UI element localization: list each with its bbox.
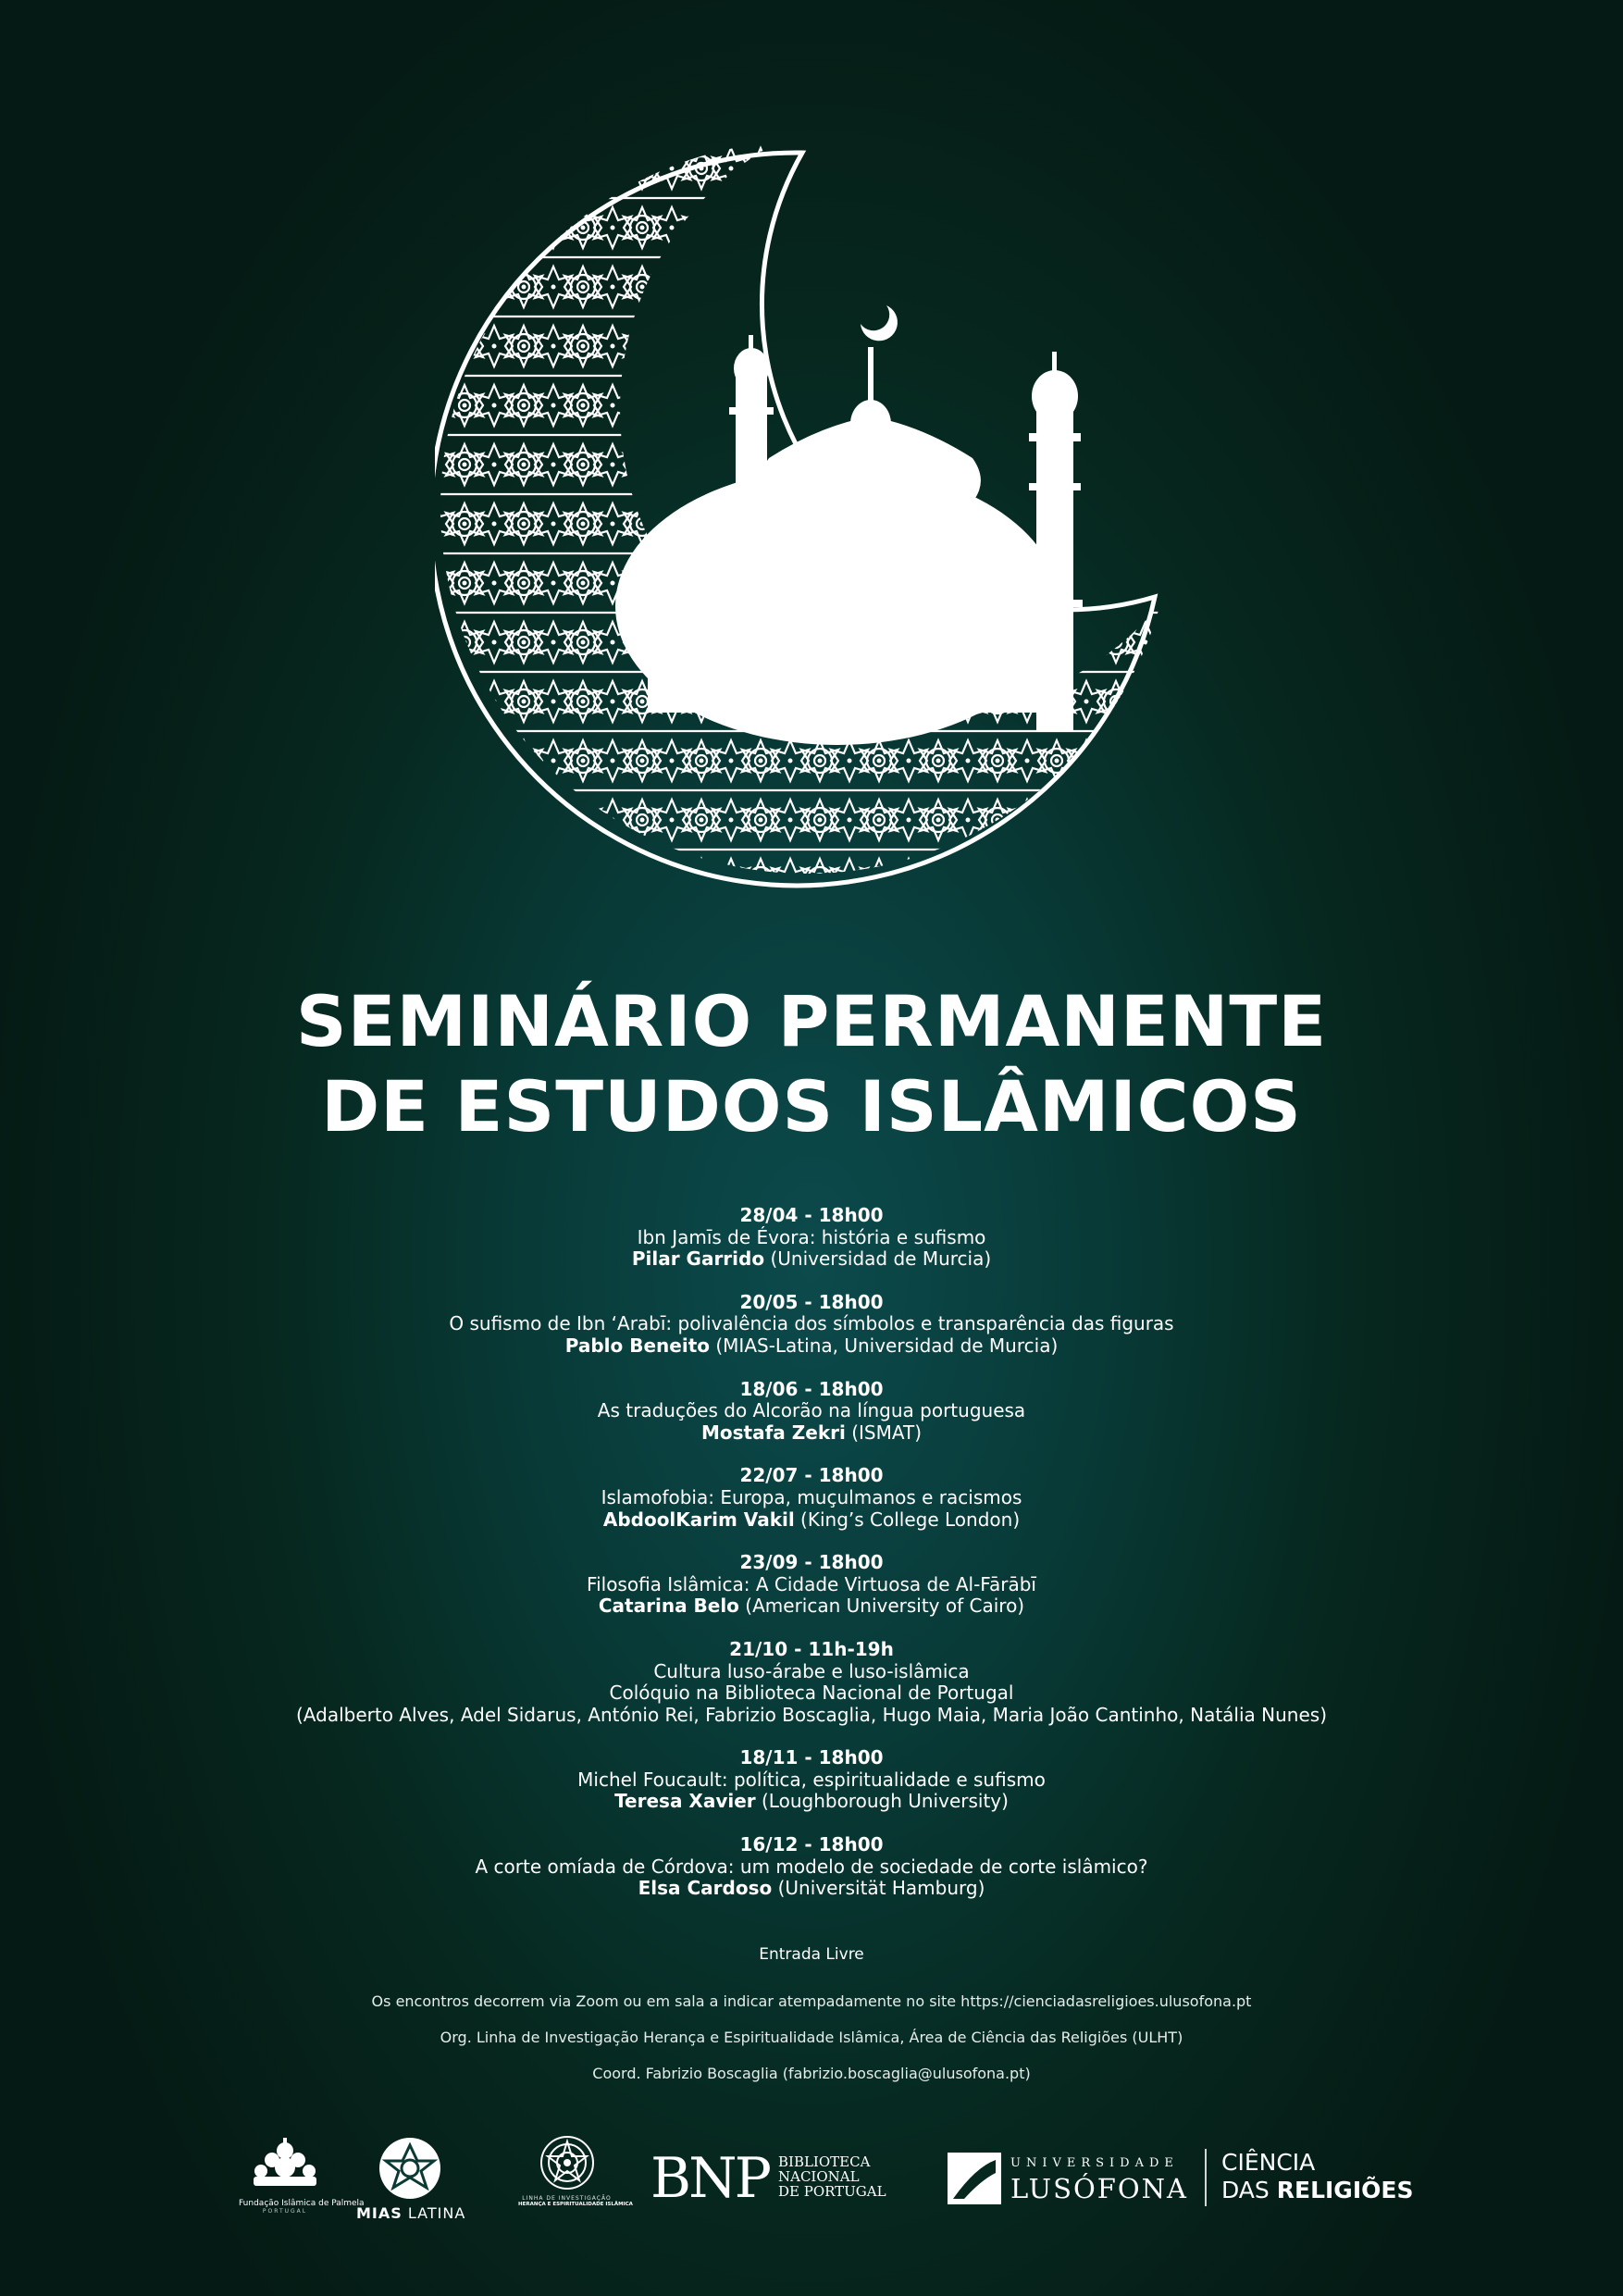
event-item <box>0 1747 1623 1813</box>
bnp-line1: BIBLIOTECA <box>778 2153 871 2170</box>
palmela-country: PORTUGAL <box>262 2208 308 2215</box>
event-topic: Ibn Jamīs de Évora: história e sufismo <box>637 1225 986 1248</box>
venue-info: Os encontros decorrem via Zoom ou em sala a indicar atempadamente no site https://cienciadasreligioes.ulusofona.pt <box>371 1992 1252 2010</box>
palmela-name: Fundação Islâmica de Palmela <box>239 2199 365 2208</box>
ciencia-religioes-logo <box>1221 2149 1414 2208</box>
crescent-mosque-emblem <box>435 139 1175 898</box>
page-title-line2: DE ESTUDOS ISLÂMICOS <box>321 1065 1302 1148</box>
bnp-line3: DE PORTUGAL <box>778 2183 886 2200</box>
mias-bold: MIAS <box>356 2204 403 2222</box>
organizer-info: Org. Linha de Investigação Herança e Espiritualidade Islâmica, Área de Ciência das Religiões (ULHT) <box>440 2029 1183 2046</box>
event-date: 28/04 - 18h00 <box>739 1204 884 1226</box>
ciencia-line2b: RELIGIÕES <box>1276 2177 1414 2203</box>
event-speaker: Catarina Belo <box>598 1595 739 1618</box>
event-item <box>0 1639 1623 1726</box>
event-topic-secondary: Colóquio na Biblioteca Nacional de Portugal <box>609 1682 1014 1705</box>
event-topic: A corte omíada de Córdova: um modelo de sociedade de corte islâmico? <box>475 1855 1148 1878</box>
event-date: 21/10 - 11h-19h <box>729 1637 894 1660</box>
bnp-logo <box>650 2146 900 2223</box>
event-program <box>0 1205 1623 1921</box>
coordinator-info: Coord. Fabrizio Boscaglia (fabrizio.boscaglia@ulusofona.pt) <box>592 2065 1031 2082</box>
event-topic: O sufismo de Ibn ‘Arabī: polivalência dos símbolos e transparência das figuras <box>449 1312 1174 1335</box>
event-date: 16/12 - 18h00 <box>739 1833 884 1856</box>
lusofona-logo <box>948 2153 1188 2208</box>
event-affiliation: (Loughborough University) <box>755 1790 1009 1813</box>
event-affiliation: (American University of Cairo) <box>738 1595 1025 1618</box>
event-speaker: Mostafa Zekri <box>700 1421 846 1444</box>
event-affiliation: (Universität Hamburg) <box>772 1877 985 1900</box>
event-item <box>0 1379 1623 1445</box>
mandala-icon <box>535 2134 600 2191</box>
palmela-emblem-icon <box>239 2136 331 2193</box>
event-speaker: Pablo Beneito <box>564 1334 710 1357</box>
ciencia-line2a: DAS <box>1221 2177 1277 2203</box>
lusofona-line2: LUSÓFONA <box>1010 2173 1188 2204</box>
ciencia-line1: CIÊNCIA <box>1221 2149 1316 2176</box>
bnp-line2: NACIONAL <box>778 2168 860 2185</box>
event-speaker: Elsa Cardoso <box>638 1877 773 1900</box>
mias-light: LATINA <box>402 2204 466 2222</box>
event-topic: Michel Foucault: política, espiritualidade e sufismo <box>577 1768 1046 1791</box>
event-item <box>0 1205 1623 1271</box>
palmela-foundation-logo <box>239 2136 365 2224</box>
linha-subtitle: HERANÇA E ESPIRITUALIDADE ISLÂMICA <box>518 2202 633 2207</box>
lusofona-emblem-icon <box>948 2153 1001 2204</box>
event-item <box>0 1292 1623 1358</box>
event-speaker: Teresa Xavier <box>614 1790 756 1813</box>
event-affiliation: (Universidad de Murcia) <box>764 1247 992 1271</box>
bnp-mark: BNP <box>650 2146 769 2211</box>
event-item <box>0 1552 1623 1618</box>
event-date: 18/06 - 18h00 <box>739 1377 884 1400</box>
lusofona-line1: UNIVERSIDADE <box>1010 2156 1179 2170</box>
event-item <box>0 1465 1623 1531</box>
mias-rosette-icon <box>377 2136 443 2201</box>
event-date: 22/07 - 18h00 <box>739 1464 884 1487</box>
event-topic: Islamofobia: Europa, muçulmanos e racismos <box>601 1485 1022 1508</box>
event-topic: Cultura luso-árabe e luso-islâmica <box>653 1659 970 1682</box>
linha-label: LINHA DE INVESTIGAÇÃO <box>522 2195 612 2202</box>
event-speaker: AbdoolKarim Vakil <box>602 1508 795 1531</box>
event-affiliation: (ISMAT) <box>845 1421 923 1444</box>
mias-latina-logo <box>356 2136 466 2224</box>
event-speaker: Pilar Garrido <box>631 1247 765 1271</box>
event-date: 18/11 - 18h00 <box>739 1746 884 1769</box>
event-date: 23/09 - 18h00 <box>739 1551 884 1574</box>
event-item <box>0 1834 1623 1900</box>
event-date: 20/05 - 18h00 <box>739 1290 884 1313</box>
free-entry-note: Entrada Livre <box>759 1945 864 1964</box>
page-title-line1: SEMINÁRIO PERMANENTE <box>295 980 1328 1062</box>
event-participants: (Adalberto Alves, Adel Sidarus, António Rei, Fabrizio Boscaglia, Hugo Maia, Maria João Cantinho, Natália Nunes) <box>296 1703 1327 1726</box>
event-topic: As traduções do Alcorão na língua portuguesa <box>597 1399 1026 1422</box>
event-affiliation: (MIAS-Latina, Universidad de Murcia) <box>710 1334 1059 1357</box>
event-topic: Filosofia Islâmica: A Cidade Virtuosa de Al-Fārābī <box>587 1572 1036 1595</box>
event-affiliation: (King’s College London) <box>794 1508 1021 1531</box>
linha-investigacao-logo <box>518 2134 633 2222</box>
logo-divider <box>1205 2149 1207 2206</box>
